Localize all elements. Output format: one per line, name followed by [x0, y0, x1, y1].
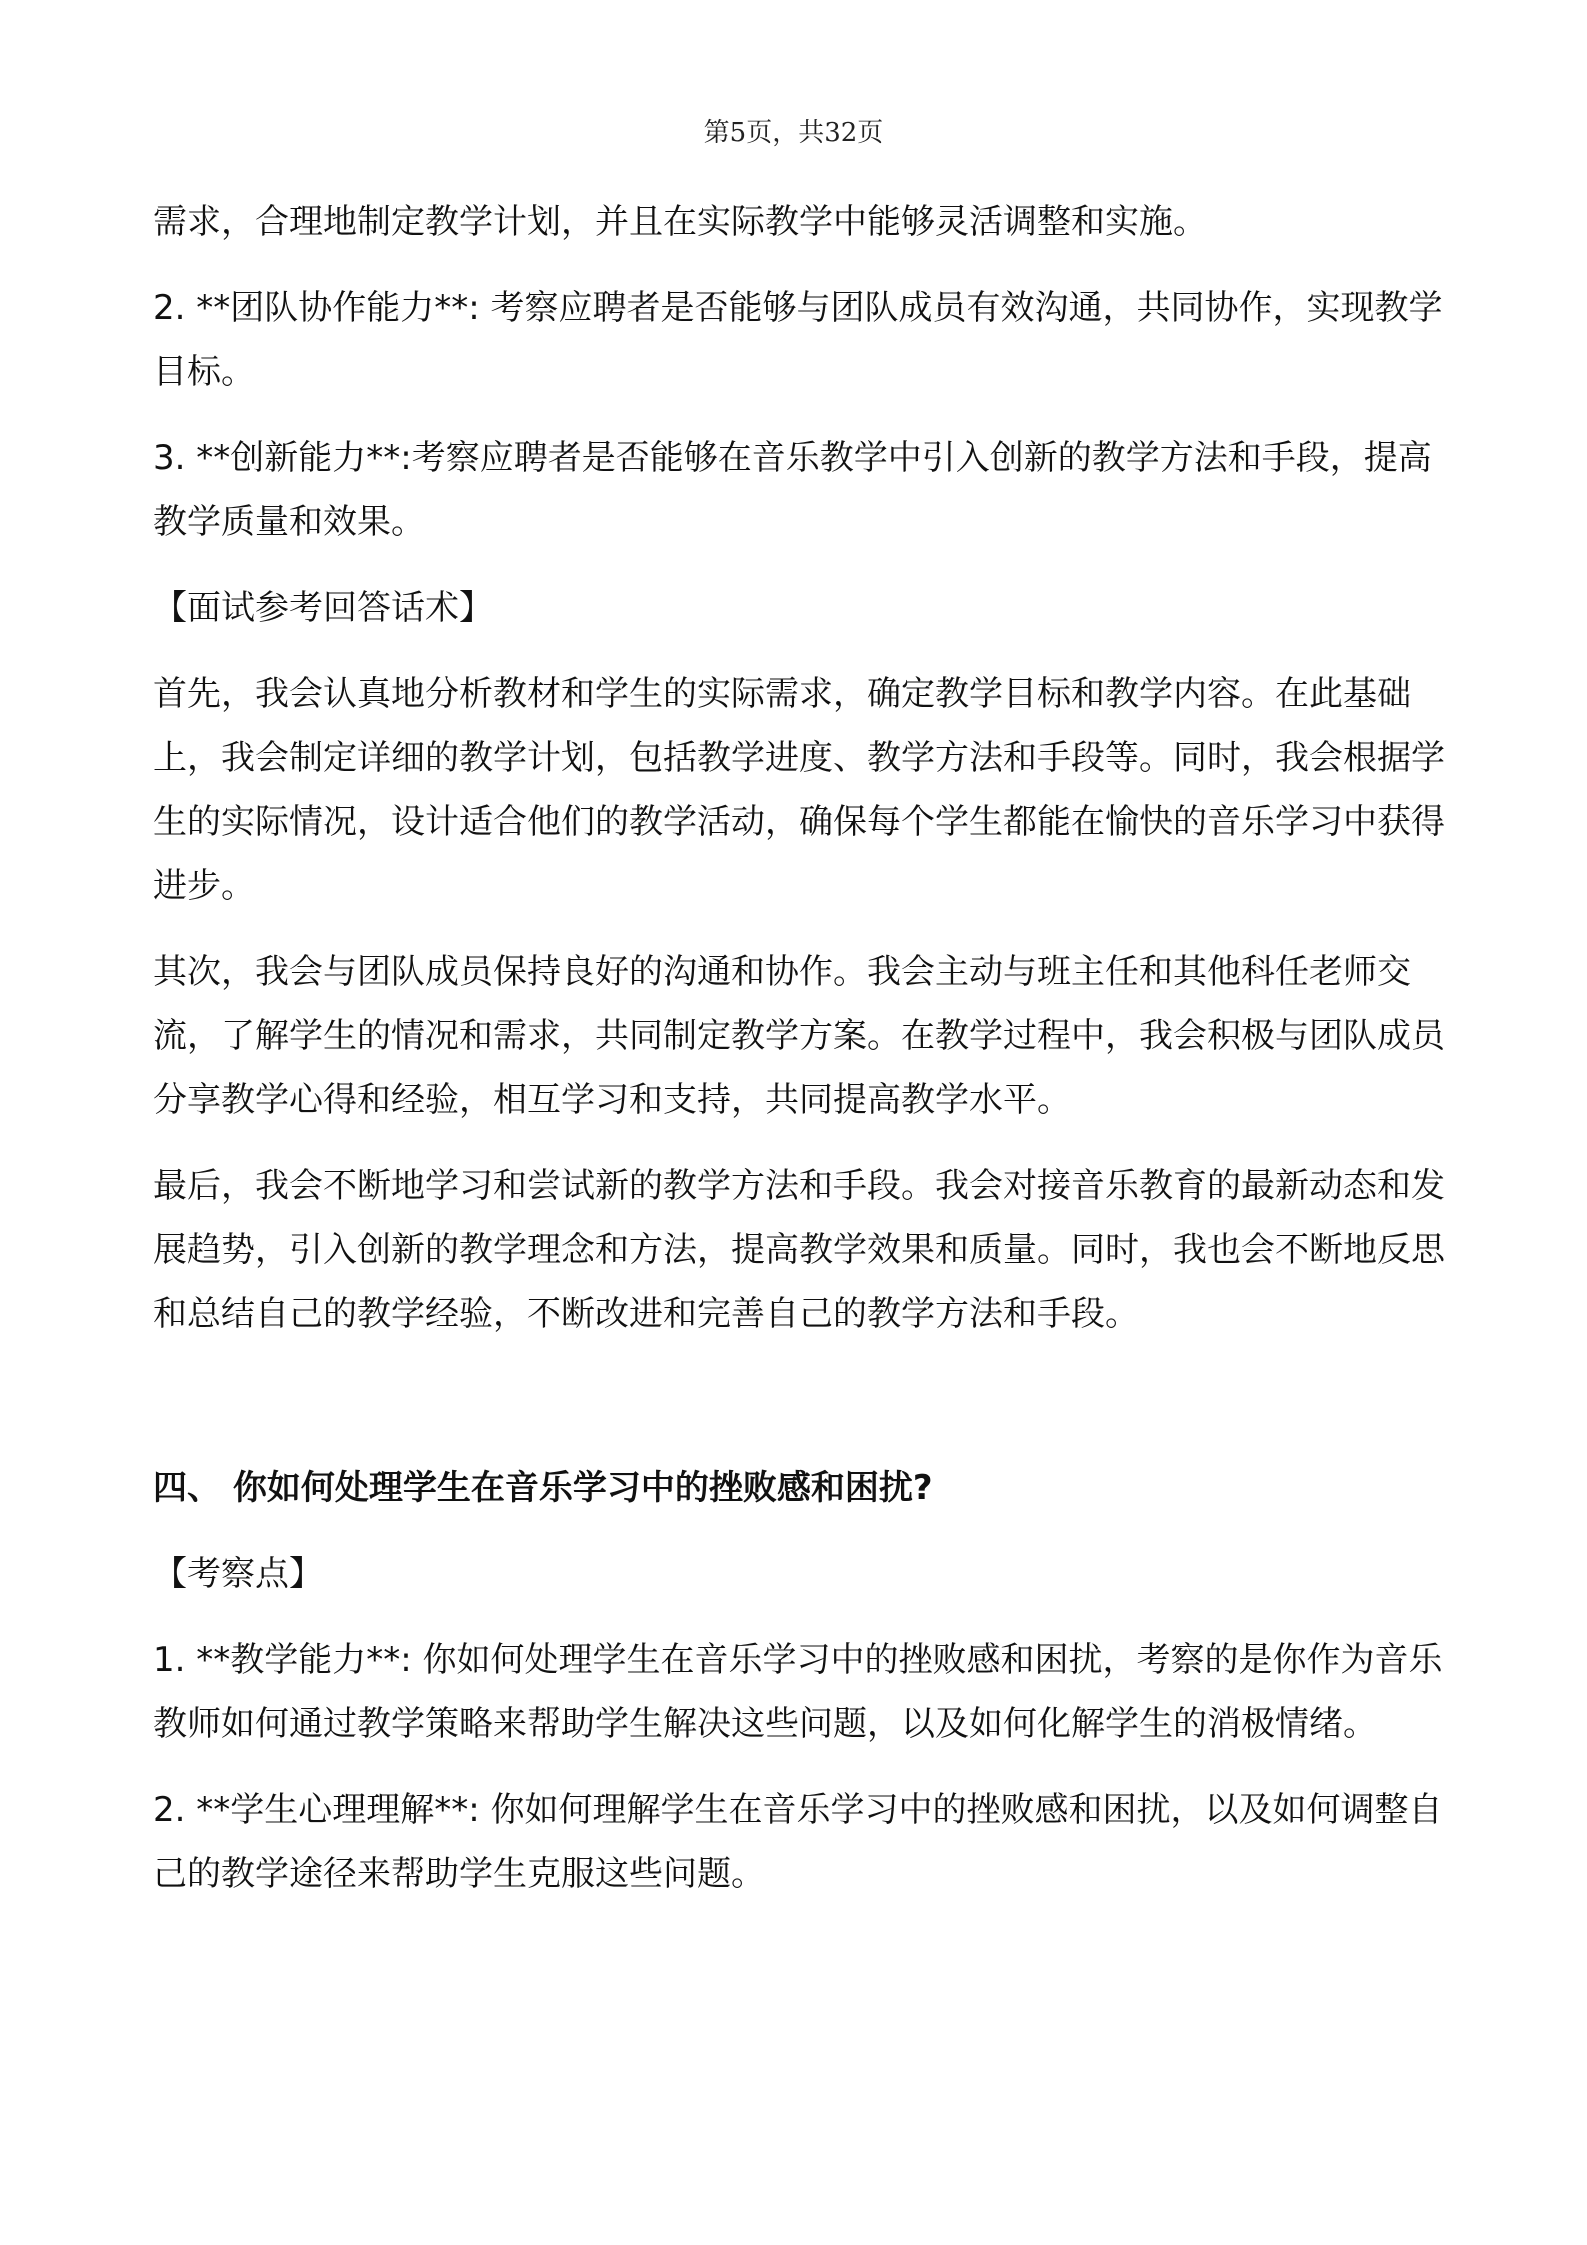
answer-paragraph-last: 最后，我会不断地学习和尝试新的教学方法和手段。我会对接音乐教育的最新动态和发展趋势，引入创新的教学理念和方法，提高教学效果和质量。同时，我也会不断地反思和总结自己的教学经验，不断改进和完善自己的教学方法和手段。 [153, 1166, 1445, 1334]
page-number: 第5页，共32页 [703, 118, 884, 148]
assessment-label: 【考察点】 [153, 1554, 323, 1594]
list-item-teamwork: 2. **团队协作能力**: 考察应聘者是否能够与团队成员有效沟通，共同协作，实现教学目标。 [153, 288, 1443, 392]
section-heading: 四、 你如何处理学生在音乐学习中的挫败感和困扰? [153, 1468, 933, 1508]
list-item-student-psychology: 2. **学生心理理解**: 你如何理解学生在音乐学习中的挫败感和困扰，以及如何调整自己的教学途径来帮助学生克服这些问题。 [153, 1790, 1443, 1894]
paragraph-continuation: 需求，合理地制定教学计划，并且在实际教学中能够灵活调整和实施。 [153, 202, 1207, 242]
list-item-innovation: 3. **创新能力**:考察应聘者是否能够在音乐教学中引入创新的教学方法和手段，提高教学质量和效果。 [153, 438, 1432, 542]
list-item-teaching-ability: 1. **教学能力**: 你如何处理学生在音乐学习中的挫败感和困扰，考察的是你作为音乐教师如何通过教学策略来帮助学生解决这些问题，以及如何化解学生的消极情绪。 [153, 1640, 1443, 1744]
answer-paragraph-first: 首先，我会认真地分析教材和学生的实际需求，确定教学目标和教学内容。在此基础上，我会制定详细的教学计划，包括教学进度、教学方法和手段等。同时，我会根据学生的实际情况，设计适合他们的教学活动，确保每个学生都能在愉快的音乐学习中获得进步。 [153, 674, 1445, 906]
answer-paragraph-second: 其次，我会与团队成员保持良好的沟通和协作。我会主动与班主任和其他科任老师交流，了解学生的情况和需求，共同制定教学方案。在教学过程中，我会积极与团队成员分享教学心得和经验，相互学习和支持，共同提高教学水平。 [153, 952, 1445, 1120]
answer-label: 【面试参考回答话术】 [153, 588, 493, 628]
document-body [153, 190, 1463, 1928]
